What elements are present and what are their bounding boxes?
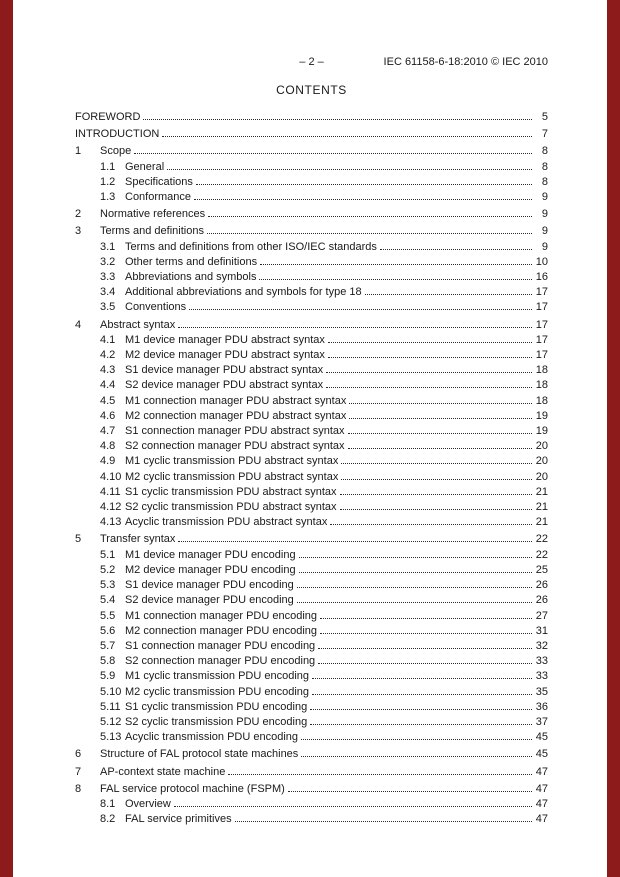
toc-entry-label: S2 connection manager PDU abstract syntax <box>125 440 345 453</box>
toc-entry-number: 5.5 <box>100 609 116 622</box>
toc-entry-page: 26 <box>535 579 548 592</box>
toc-leader-dots <box>341 463 532 464</box>
toc-entry-number: 4.9 <box>100 455 116 468</box>
toc-entry-page: 17 <box>535 286 548 299</box>
toc-entry-number: 5.6 <box>100 624 116 637</box>
toc-entry-label: Abbreviations and symbols <box>125 271 257 284</box>
toc-entry-page: 9 <box>541 225 548 238</box>
toc-entry <box>75 318 548 333</box>
toc-entry-label: Structure of FAL protocol state machines <box>100 748 299 761</box>
toc-entry-page: 8 <box>541 175 548 188</box>
toc-entry-label: M2 connection manager PDU encoding <box>125 624 318 637</box>
toc-entry-page: 8 <box>541 145 548 158</box>
toc-leader-dots <box>318 648 532 649</box>
toc-entry-number: 4.13 <box>100 516 122 529</box>
toc-entry-label: M2 cyclic transmission PDU encoding <box>125 685 310 698</box>
toc-entry <box>75 110 548 125</box>
toc-entry <box>75 127 548 142</box>
toc-entry-number: 5 <box>75 533 82 546</box>
toc-entry-page: 20 <box>535 470 548 483</box>
toc-leader-dots <box>310 724 532 725</box>
toc-entry-label: S2 cyclic transmission PDU abstract syntax <box>125 501 337 514</box>
toc-entry <box>75 548 548 563</box>
toc-entry <box>75 812 548 827</box>
toc-entry-number: 5.2 <box>100 563 116 576</box>
toc-entry-label: M1 cyclic transmission PDU encoding <box>125 670 310 683</box>
toc-leader-dots <box>328 342 532 343</box>
toc-entry-label: Other terms and definitions <box>125 255 258 268</box>
toc-entry-page: 18 <box>535 379 548 392</box>
toc-entry-page: 27 <box>535 609 548 622</box>
toc-leader-dots <box>380 249 532 250</box>
toc-leader-dots <box>340 494 532 495</box>
toc-leader-dots <box>312 678 532 679</box>
toc-leader-dots <box>341 479 532 480</box>
toc-leader-dots <box>318 663 532 664</box>
toc-entry <box>75 255 548 270</box>
toc-entry-label: S1 device manager PDU abstract syntax <box>125 364 324 377</box>
toc-entry-number: 5.8 <box>100 655 116 668</box>
toc-entry-label: M1 connection manager PDU abstract syntax <box>125 394 347 407</box>
toc-entry-number: 5.9 <box>100 670 116 683</box>
toc-entry <box>75 578 548 593</box>
toc-entry-number: 4.11 <box>100 485 121 498</box>
toc-leader-dots <box>349 418 532 419</box>
toc-entry <box>75 333 548 348</box>
toc-entry-label: Scope <box>100 145 132 158</box>
toc-entry-page: 45 <box>535 748 548 761</box>
toc-entry-label: Normative references <box>100 208 206 221</box>
toc-entry <box>75 378 548 393</box>
toc-entry-label: General <box>125 160 165 173</box>
toc-entry-label: Conventions <box>125 301 187 314</box>
toc-entry <box>75 270 548 285</box>
toc-entry-label: S2 device manager PDU abstract syntax <box>125 379 324 392</box>
toc-entry-number: 4.4 <box>100 379 116 392</box>
toc-entry <box>75 700 548 715</box>
toc-entry-label: S1 connection manager PDU abstract syntax <box>125 425 345 438</box>
toc-entry-page: 19 <box>535 409 548 422</box>
toc-entry-number: 4.6 <box>100 409 116 422</box>
toc-leader-dots <box>349 403 532 404</box>
toc-entry-number: 4.8 <box>100 440 116 453</box>
toc-entry <box>75 609 548 624</box>
toc-entry-number: 1.1 <box>100 160 116 173</box>
toc-leader-dots <box>297 602 532 603</box>
toc-entry <box>75 639 548 654</box>
toc-leader-dots <box>348 433 532 434</box>
toc-entry-label: INTRODUCTION <box>75 128 160 141</box>
toc-entry-label: M1 device manager PDU abstract syntax <box>125 333 325 346</box>
toc-entry <box>75 593 548 608</box>
toc-leader-dots <box>310 709 532 710</box>
toc-entry-page: 9 <box>541 240 548 253</box>
toc-entry-page: 47 <box>535 813 548 826</box>
toc-entry-number: 3.3 <box>100 271 116 284</box>
toc-entry-label: M2 device manager PDU abstract syntax <box>125 349 325 362</box>
toc-entry <box>75 224 548 239</box>
toc-leader-dots <box>174 806 532 807</box>
toc-entry-number: 5.13 <box>100 731 122 744</box>
toc-entry <box>75 454 548 469</box>
toc-entry <box>75 685 548 700</box>
toc-leader-dots <box>288 791 532 792</box>
toc-leader-dots <box>134 153 532 154</box>
toc-entry-number: 4.5 <box>100 394 116 407</box>
toc-entry <box>75 409 548 424</box>
toc-entry <box>75 285 548 300</box>
toc-entry-page: 32 <box>535 639 548 652</box>
toc-entry-page: 33 <box>535 655 548 668</box>
toc-entry <box>75 175 548 190</box>
toc-entry-page: 9 <box>541 208 548 221</box>
toc-entry <box>75 654 548 669</box>
toc-entry-label: Additional abbreviations and symbols for type 18 <box>125 286 362 299</box>
toc-entry <box>75 747 548 762</box>
toc-entry-label: M2 cyclic transmission PDU abstract syntax <box>125 470 339 483</box>
toc-entry-label: FOREWORD <box>75 111 141 123</box>
toc-entry-page: 20 <box>535 455 548 468</box>
page-header <box>75 55 548 69</box>
toc-leader-dots <box>299 572 532 573</box>
toc-entry-label: S2 cyclic transmission PDU encoding <box>125 715 308 728</box>
toc-list <box>75 110 548 827</box>
toc-entry <box>75 424 548 439</box>
toc-leader-dots <box>297 587 532 588</box>
toc-entry <box>75 730 548 745</box>
toc-leader-dots <box>143 119 532 120</box>
toc-entry-page: 8 <box>541 160 548 173</box>
toc-leader-dots <box>330 524 532 525</box>
toc-entry-number: 3.2 <box>100 255 116 268</box>
toc-entry-number: 2 <box>75 208 82 221</box>
toc-entry-number: 4.10 <box>100 470 122 483</box>
toc-leader-dots <box>312 694 532 695</box>
toc-leader-dots <box>196 184 532 185</box>
toc-leader-dots <box>167 169 532 170</box>
toc-leader-dots <box>326 387 532 388</box>
toc-leader-dots <box>301 739 532 740</box>
toc-entry <box>75 485 548 500</box>
toc-entry-number: 1 <box>75 145 82 158</box>
toc-entry-number: 5.11 <box>100 700 121 713</box>
toc-entry-number: 5.7 <box>100 639 116 652</box>
toc-entry-label: FAL service primitives <box>125 813 232 826</box>
toc-entry-page: 20 <box>535 440 548 453</box>
toc-entry-page: 22 <box>535 548 548 561</box>
toc-entry-number: 5.3 <box>100 579 116 592</box>
toc-entry-page: 36 <box>535 700 548 713</box>
toc-leader-dots <box>259 279 532 280</box>
toc-leader-dots <box>235 821 532 822</box>
toc-entry-page: 45 <box>535 731 548 744</box>
page-content <box>75 55 548 827</box>
toc-entry-number: 4.1 <box>100 333 116 346</box>
toc-entry <box>75 470 548 485</box>
toc-entry <box>75 144 548 159</box>
toc-entry-number: 5.1 <box>100 548 116 561</box>
toc-entry <box>75 160 548 175</box>
toc-entry-page: 33 <box>535 670 548 683</box>
toc-entry-page: 37 <box>535 715 548 728</box>
toc-entry-number: 8.2 <box>100 813 116 826</box>
toc-entry-number: 3.5 <box>100 301 116 314</box>
toc-entry-page: 47 <box>535 765 548 778</box>
toc-leader-dots <box>207 233 532 234</box>
left-margin-bar <box>0 0 13 877</box>
toc-leader-dots <box>348 448 532 449</box>
toc-entry-number: 6 <box>75 748 82 761</box>
toc-entry <box>75 563 548 578</box>
toc-entry-page: 19 <box>535 425 548 438</box>
toc-entry-page: 5 <box>541 111 548 123</box>
toc-entry-number: 3.4 <box>100 286 116 299</box>
toc-entry-label: Conformance <box>125 191 192 204</box>
toc-entry-page: 10 <box>535 255 548 268</box>
toc-entry-page: 9 <box>541 191 548 204</box>
toc-entry-label: S1 connection manager PDU encoding <box>125 639 316 652</box>
toc-leader-dots <box>299 557 532 558</box>
toc-entry-number: 5.12 <box>100 715 122 728</box>
toc-entry-label: Specifications <box>125 175 193 188</box>
toc-entry <box>75 439 548 454</box>
toc-leader-dots <box>194 199 532 200</box>
toc-entry-label: S1 cyclic transmission PDU encoding <box>125 700 308 713</box>
toc-entry-number: 4 <box>75 318 82 331</box>
toc-entry <box>75 624 548 639</box>
toc-entry <box>75 669 548 684</box>
toc-entry-label: S2 connection manager PDU encoding <box>125 655 316 668</box>
toc-leader-dots <box>301 756 532 757</box>
toc-entry <box>75 190 548 205</box>
toc-entry-number: 3.1 <box>100 240 116 253</box>
toc-leader-dots <box>320 633 532 634</box>
toc-entry-page: 16 <box>535 271 548 284</box>
toc-entry-page: 26 <box>535 594 548 607</box>
toc-entry-page: 17 <box>535 349 548 362</box>
toc-entry-number: 5.10 <box>100 685 122 698</box>
toc-entry <box>75 782 548 797</box>
toc-leader-dots <box>340 509 532 510</box>
toc-entry-number: 7 <box>75 765 82 778</box>
toc-leader-dots <box>178 541 532 542</box>
toc-entry <box>75 715 548 730</box>
toc-entry <box>75 207 548 222</box>
toc-entry-label: M2 connection manager PDU abstract syntax <box>125 409 347 422</box>
toc-entry-page: 21 <box>535 501 548 514</box>
toc-entry-label: Transfer syntax <box>100 533 176 546</box>
toc-entry-page: 47 <box>535 797 548 810</box>
toc-entry-label: Abstract syntax <box>100 318 176 331</box>
toc-entry-label: Acyclic transmission PDU abstract syntax <box>125 516 328 529</box>
toc-entry-label: AP-context state machine <box>100 765 226 778</box>
header-document-reference: IEC 61158-6-18:2010 © IEC 2010 <box>383 56 548 68</box>
toc-entry-page: 31 <box>535 624 548 637</box>
toc-entry <box>75 240 548 255</box>
toc-entry <box>75 394 548 409</box>
toc-entry-number: 4.2 <box>100 349 116 362</box>
toc-entry-label: M1 connection manager PDU encoding <box>125 609 318 622</box>
toc-entry-page: 17 <box>535 301 548 314</box>
toc-entry-label: Overview <box>125 797 171 810</box>
right-margin-bar <box>607 0 620 877</box>
toc-leader-dots <box>162 136 532 137</box>
toc-entry-page: 25 <box>535 563 548 576</box>
toc-entry-number: 3 <box>75 225 82 238</box>
toc-entry <box>75 765 548 780</box>
toc-leader-dots <box>178 327 532 328</box>
toc-entry-number: 5.4 <box>100 594 116 607</box>
toc-leader-dots <box>189 309 532 310</box>
toc-entry-page: 18 <box>535 364 548 377</box>
toc-entry-page: 21 <box>535 485 548 498</box>
toc-entry-page: 7 <box>541 128 548 141</box>
toc-entry <box>75 348 548 363</box>
toc-leader-dots <box>208 216 532 217</box>
toc-entry <box>75 300 548 315</box>
contents-title: CONTENTS <box>276 83 347 97</box>
toc-entry <box>75 515 548 530</box>
toc-leader-dots <box>320 618 532 619</box>
toc-entry-page: 21 <box>535 516 548 529</box>
toc-entry-page: 17 <box>535 318 548 331</box>
toc-entry-label: Terms and definitions <box>100 225 204 238</box>
toc-entry <box>75 797 548 812</box>
toc-entry-label: M2 device manager PDU encoding <box>125 563 296 576</box>
toc-entry-number: 4.7 <box>100 425 116 438</box>
toc-entry-label: FAL service protocol machine (FSPM) <box>100 782 285 795</box>
toc-leader-dots <box>328 357 532 358</box>
toc-entry-label: M1 device manager PDU encoding <box>125 548 296 561</box>
toc-leader-dots <box>326 372 532 373</box>
toc-entry-number: 8.1 <box>100 797 116 810</box>
toc-entry-number: 8 <box>75 782 82 795</box>
toc-leader-dots <box>365 294 532 295</box>
toc-entry-page: 18 <box>535 394 548 407</box>
toc-entry <box>75 532 548 547</box>
toc-entry-page: 35 <box>535 685 548 698</box>
toc-entry-label: S2 device manager PDU encoding <box>125 594 294 607</box>
toc-entry-page: 22 <box>535 533 548 546</box>
toc-entry-label: Terms and definitions from other ISO/IEC standards <box>125 240 377 253</box>
toc-entry-number: 4.3 <box>100 364 116 377</box>
toc-entry-number: 1.3 <box>100 191 116 204</box>
toc-entry-label: M1 cyclic transmission PDU abstract syntax <box>125 455 339 468</box>
header-page-number: – 2 – <box>299 56 324 68</box>
toc-entry <box>75 500 548 515</box>
toc-entry <box>75 363 548 378</box>
toc-entry-page: 47 <box>535 782 548 795</box>
toc-entry-label: S1 device manager PDU encoding <box>125 579 294 592</box>
toc-entry-label: Acyclic transmission PDU encoding <box>125 731 299 744</box>
toc-entry-page: 17 <box>535 333 548 346</box>
toc-entry-number: 4.12 <box>100 501 122 514</box>
toc-leader-dots <box>260 264 532 265</box>
toc-entry-label: S1 cyclic transmission PDU abstract syntax <box>125 485 337 498</box>
toc-entry-number: 1.2 <box>100 175 116 188</box>
toc-leader-dots <box>228 774 532 775</box>
